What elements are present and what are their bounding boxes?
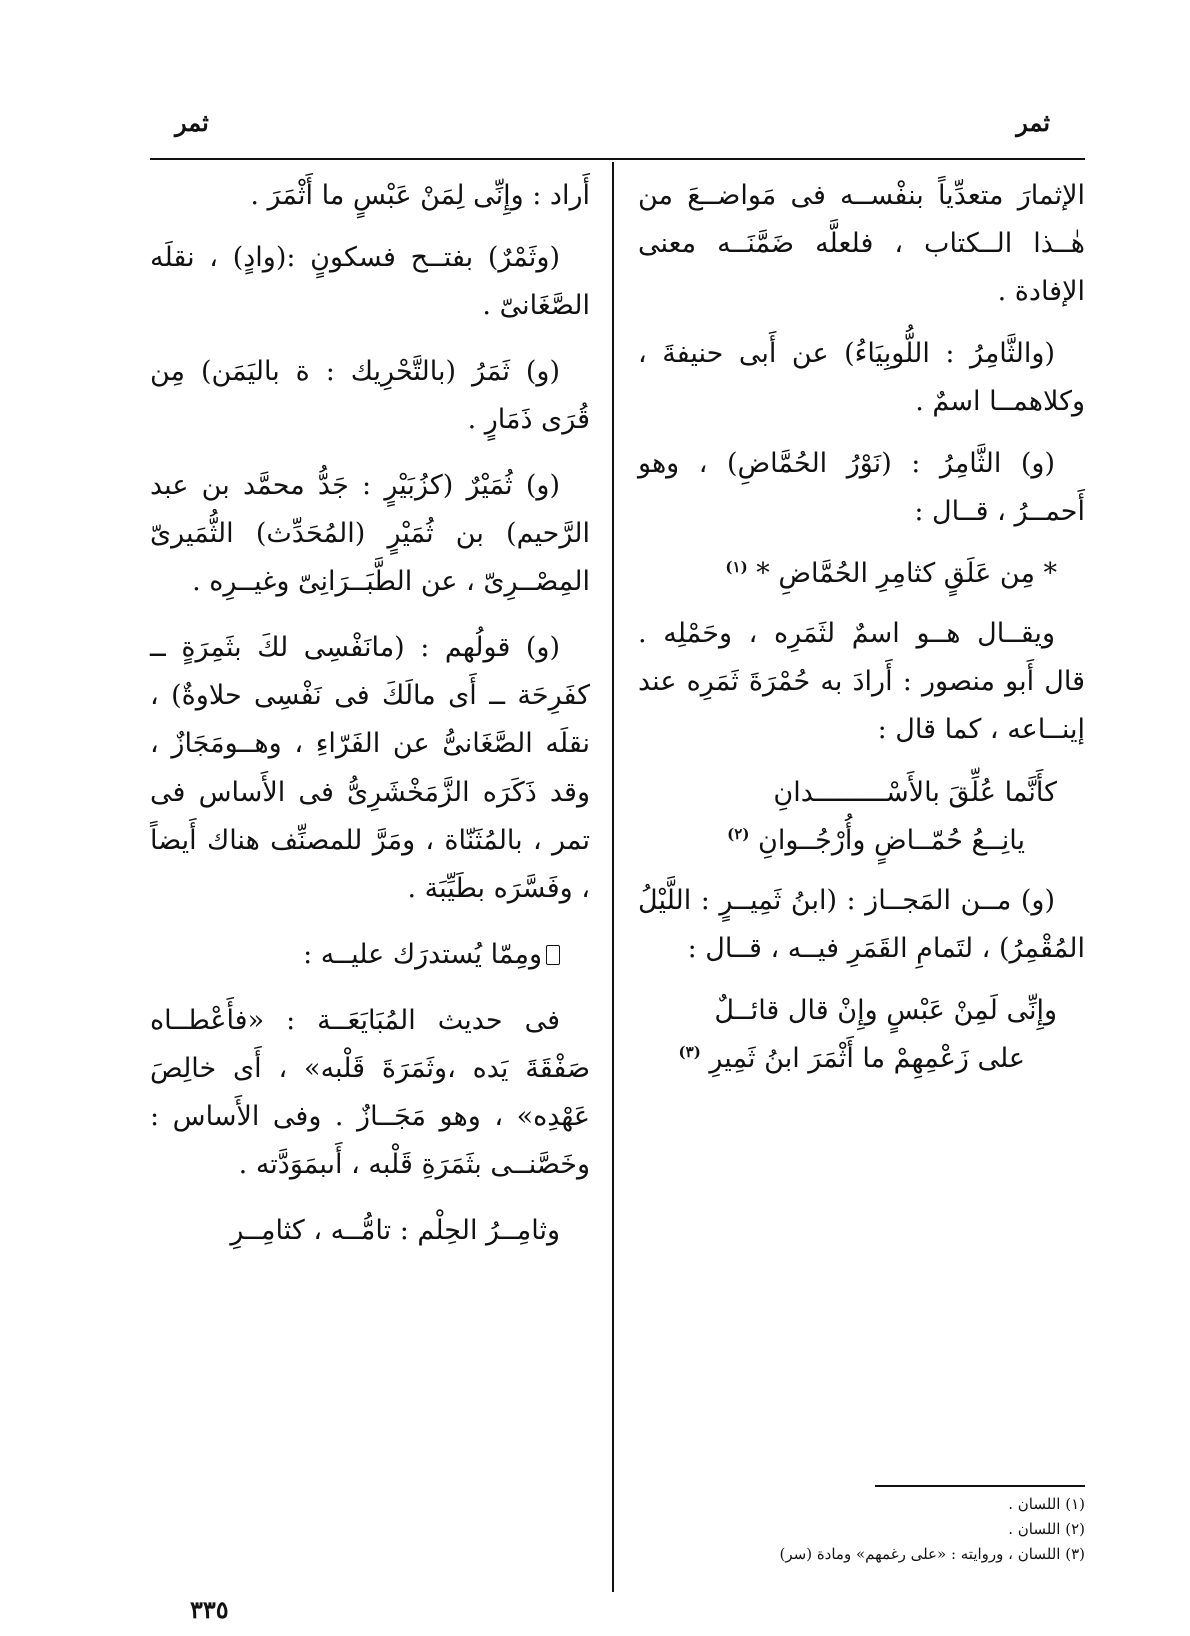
verse-3 (638, 987, 1085, 1083)
verse-2 (638, 769, 1085, 865)
footnote-rule (875, 1485, 1085, 1487)
verse-2-line-1: كأَنَّما عُلِّقَ بالأَسْـــــــــدانِ (773, 776, 1057, 808)
left-paragraph-4: (و) ثُمَيْرٌ (كزُبَيْرٍ : جَدُّ محمَّد بن عبد الرَّحيم) بن ثُمَيْرٍ (المُحَدِّث) الثُّمَيرىّ المِصْــرِىّ ، عن الطَّبَــرَانِىّ وغيــرِه . (150, 470, 590, 598)
footnote-ref-3: (٣) (678, 1042, 701, 1061)
verse-1-text: * مِن عَلَقٍ كثامِرِ الحُمَّاضِ * (756, 558, 1057, 590)
verse-1-line (638, 550, 1085, 598)
column-divider (612, 162, 614, 1592)
footnotes (650, 1492, 1085, 1566)
left-column (150, 172, 590, 1269)
right-paragraph-3: (و) الثَّامِرُ : (نَوْرُ الحُمَّاضِ) ، وهو أَحمــرُ ، قــال : (638, 448, 1085, 528)
verse-2-line-2-text: يانِــعُ حُمّــاضٍ وأُرْجُــوانِ (758, 824, 1025, 856)
right-column (638, 172, 1085, 1095)
header-rule (150, 158, 1085, 160)
verse-1 (638, 550, 1085, 598)
left-paragraph-6-text: ومِمّا يُستدرَك عليــه : (303, 938, 542, 970)
right-paragraph-1: الإثمارَ متعدِّياً بنفْســه فى مَواضــعَ من هٰــذا الــكتاب ، فلعلَّه ضَمَّنَــه معنى الإفادة . (638, 180, 1085, 308)
right-paragraph-2: (والثَّامِرُ : اللُّوبِيَاءُ) عن أَبى حنيفةَ ، وكلاهمــا اسمٌ . (638, 338, 1085, 418)
footnote-ref-2: (٢) (727, 824, 750, 843)
right-paragraph-4: ويقــال هــو اسمٌ لثَمَرِه ، وحَمْلِه . قال أَبو منصور : أَرادَ به حُمْرَةَ ثَمَرِه عند إينــاعه ، كما قال : (638, 618, 1085, 746)
left-paragraph-8: وثامِــرُ الحِلْم : تامُّــه ، كثامِــرِ (230, 1214, 560, 1246)
right-paragraph-5: (و) مــن المَجــاز : (ابنُ ثَمِيــرٍ : اللَّيْلُ المُقْمِرُ) ، لتَمامِ القَمَرِ فيــه ، قــال : (638, 884, 1085, 964)
left-paragraph-1: أَراد : وإِنِّى لِمَنْ عَبْسٍ ما أَثْمَرَ . (250, 180, 590, 211)
verse-3-line-2 (638, 1035, 1085, 1083)
left-paragraph-7: فى حديث المُبَايَعَــة : «فأَعْطــاه صَفْقَةَ يَده ،وثَمَرَةَ قَلْبه» ، أَى خالِصَ عَهْدِه» ، وهو مَجَــازٌ . وفى الأَساس : وخَصَّنــى بثَمَرَةِ قَلْبه ، أَىبمَوَدَّته . (150, 1004, 590, 1180)
footnote-1: (١) اللسان . (1008, 1495, 1085, 1513)
blank-box-icon (546, 945, 560, 965)
footnote-ref-1: (١) (725, 558, 748, 577)
running-header-left: ثمر (175, 108, 209, 137)
left-paragraph-5: (و) قولُهم : (مانَفْسِى لكَ بثَمِرَةٍ ــ كفَرِحَة ــ أَى مالَكَ فى نَفْسِى حلاوةٌ) ، نقلَه الصَّغَانىُّ عن الفَرّاءِ ، وهــومَجَازٌ ، وقد ذَكَرَه الزَّمَخْشَرِىُّ فى الأَساس فى تمر ، بالمُثَنّاة ، ومَرَّ للمصنِّف هناك أَيضاً ، وفَسَّرَه بطَيِّبَة . (150, 632, 590, 904)
left-paragraph-2: (وثَمْرٌ) بفتــح فسكونٍ :(وادٍ) ، نقلَه الصَّغَانىّ . (150, 242, 590, 322)
verse-3-line-2-text: على زَعْمِهِمْ ما أَثْمَرَ ابنُ ثَمِيرِ (709, 1042, 1025, 1074)
footnote-3: (٣) اللسان ، وروايته : «على رغمهم» ومادة (سر) (779, 1544, 1085, 1563)
footnote-2: (٢) اللسان . (1008, 1519, 1085, 1538)
verse-2-line-2 (638, 817, 1085, 865)
verse-3-line-1: وإِنِّى لَمِنْ عَبْسٍ وإِنْ قال قائــلٌ (714, 994, 1057, 1026)
page-number: ٣٣٥ (190, 1595, 229, 1624)
left-paragraph-3: (و) ثَمَرُ (بالتَّحْرِيك : ة باليَمَن) مِن قُرَى ذَمَارٍ . (150, 356, 590, 436)
left-paragraph-6 (150, 931, 590, 979)
running-header-right: ثمر (1016, 108, 1050, 137)
